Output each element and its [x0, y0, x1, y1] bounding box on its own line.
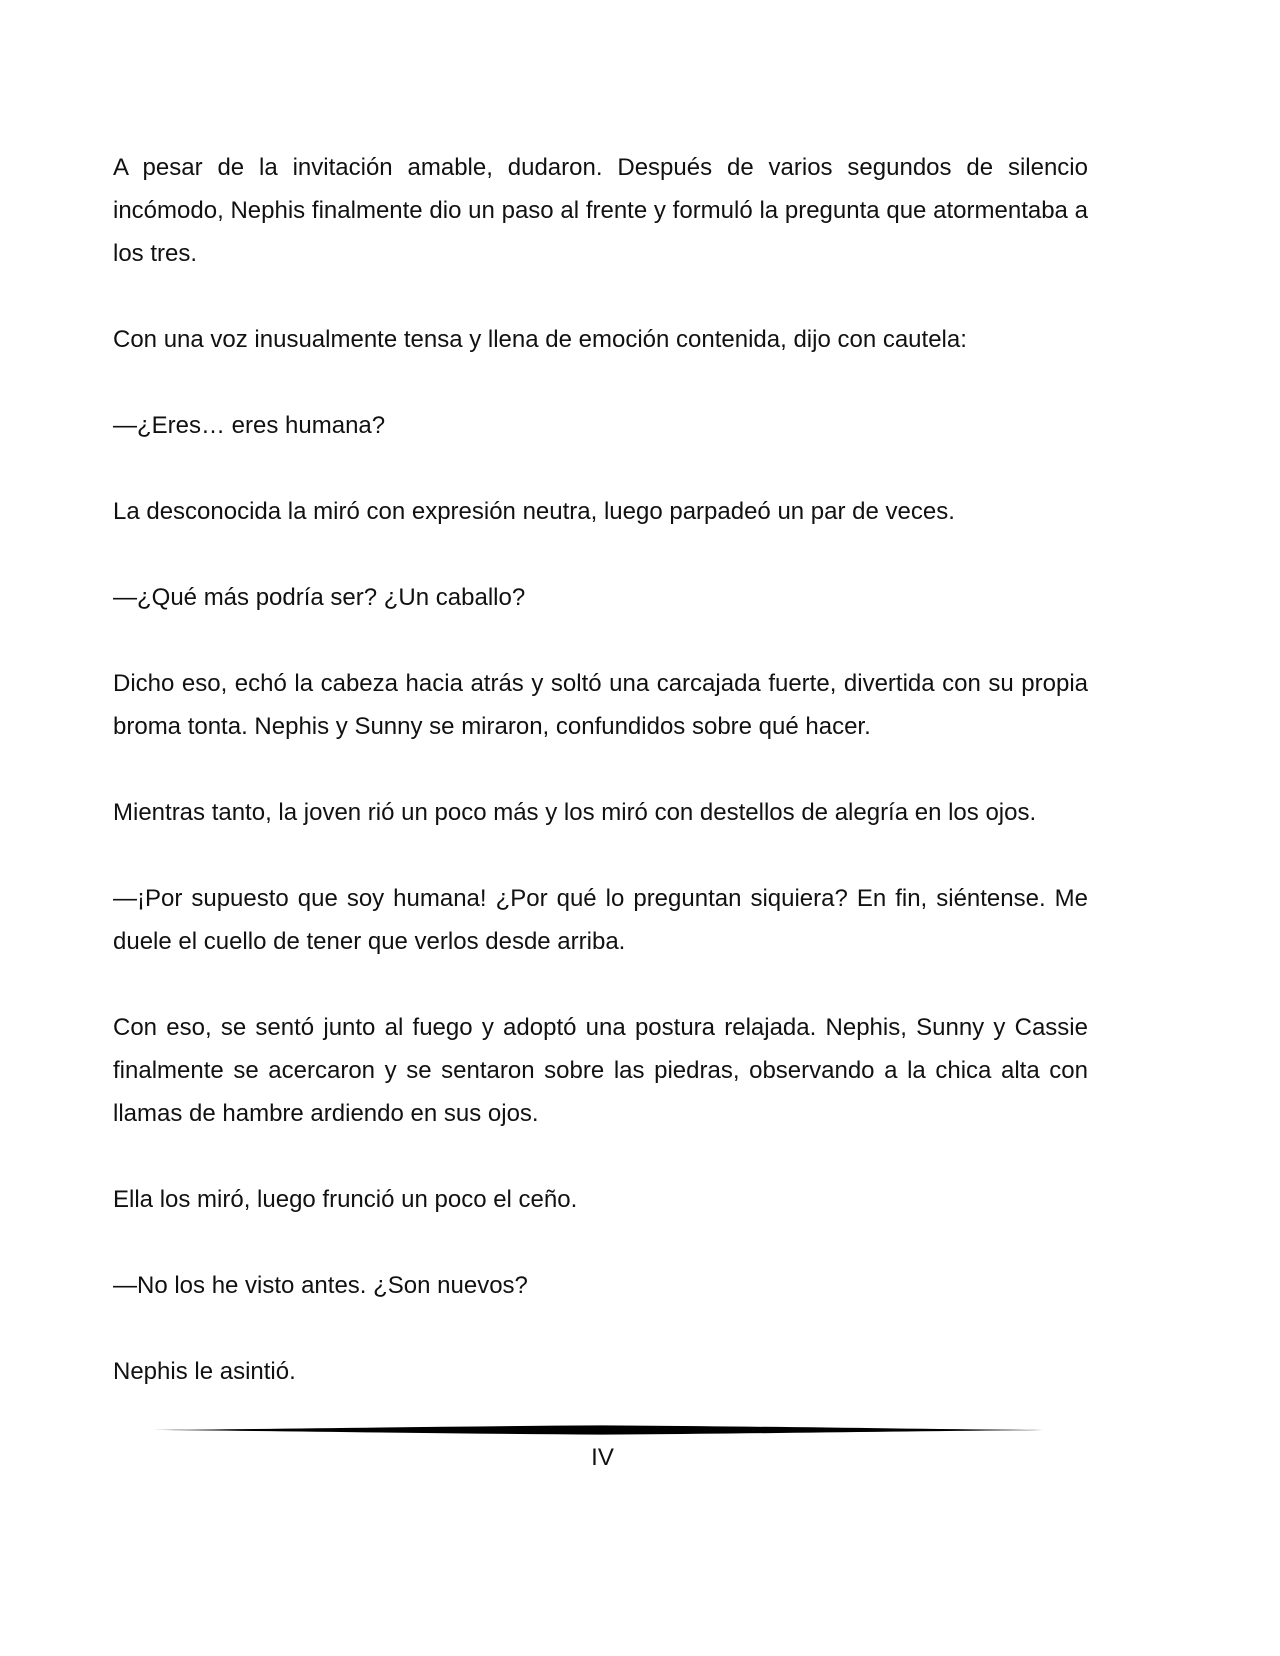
paragraph: Con eso, se sentó junto al fuego y adoptó una postura relajada. Nephis, Sunny y Cassie finalmente se acercaron y se sentaron sobre las piedras, observando a la chica alta con llamas de hambre ardiendo en sus ojos. — [113, 1014, 1088, 1127]
page-number: IV — [591, 1444, 614, 1471]
body-text — [113, 146, 1088, 1393]
paragraph: Con una voz inusualmente tensa y llena de emoción contenida, dijo con cautela: — [113, 326, 967, 353]
paragraph: Nephis le asintió. — [113, 1358, 296, 1385]
page-divider — [152, 1425, 1052, 1435]
paragraph: La desconocida la miró con expresión neutra, luego parpadeó un par de veces. — [113, 498, 955, 525]
dialogue-paragraph: —No los he visto antes. ¿Son nuevos? — [113, 1272, 528, 1299]
paragraph: Ella los miró, luego frunció un poco el ceño. — [113, 1186, 578, 1213]
paragraph: A pesar de la invitación amable, dudaron. Después de varios segundos de silencio incómodo, Nephis finalmente dio un paso al frente y formuló la pregunta que atormentaba a los tres. — [113, 154, 1088, 267]
paragraph: Dicho eso, echó la cabeza hacia atrás y soltó una carcajada fuerte, divertida con su propia broma tonta. Nephis y Sunny se miraron, confundidos sobre qué hacer. — [113, 670, 1088, 740]
dialogue-paragraph: —¿Eres… eres humana? — [113, 412, 386, 439]
paragraph: Mientras tanto, la joven rió un poco más y los miró con destellos de alegría en los ojos. — [113, 799, 1037, 826]
dialogue-paragraph: —¡Por supuesto que soy humana! ¿Por qué lo preguntan siquiera? En fin, siéntense. Me duele el cuello de tener que verlos desde arriba. — [113, 885, 1088, 955]
divider-swash — [152, 1425, 1052, 1434]
dialogue-paragraph: —¿Qué más podría ser? ¿Un caballo? — [113, 584, 526, 611]
